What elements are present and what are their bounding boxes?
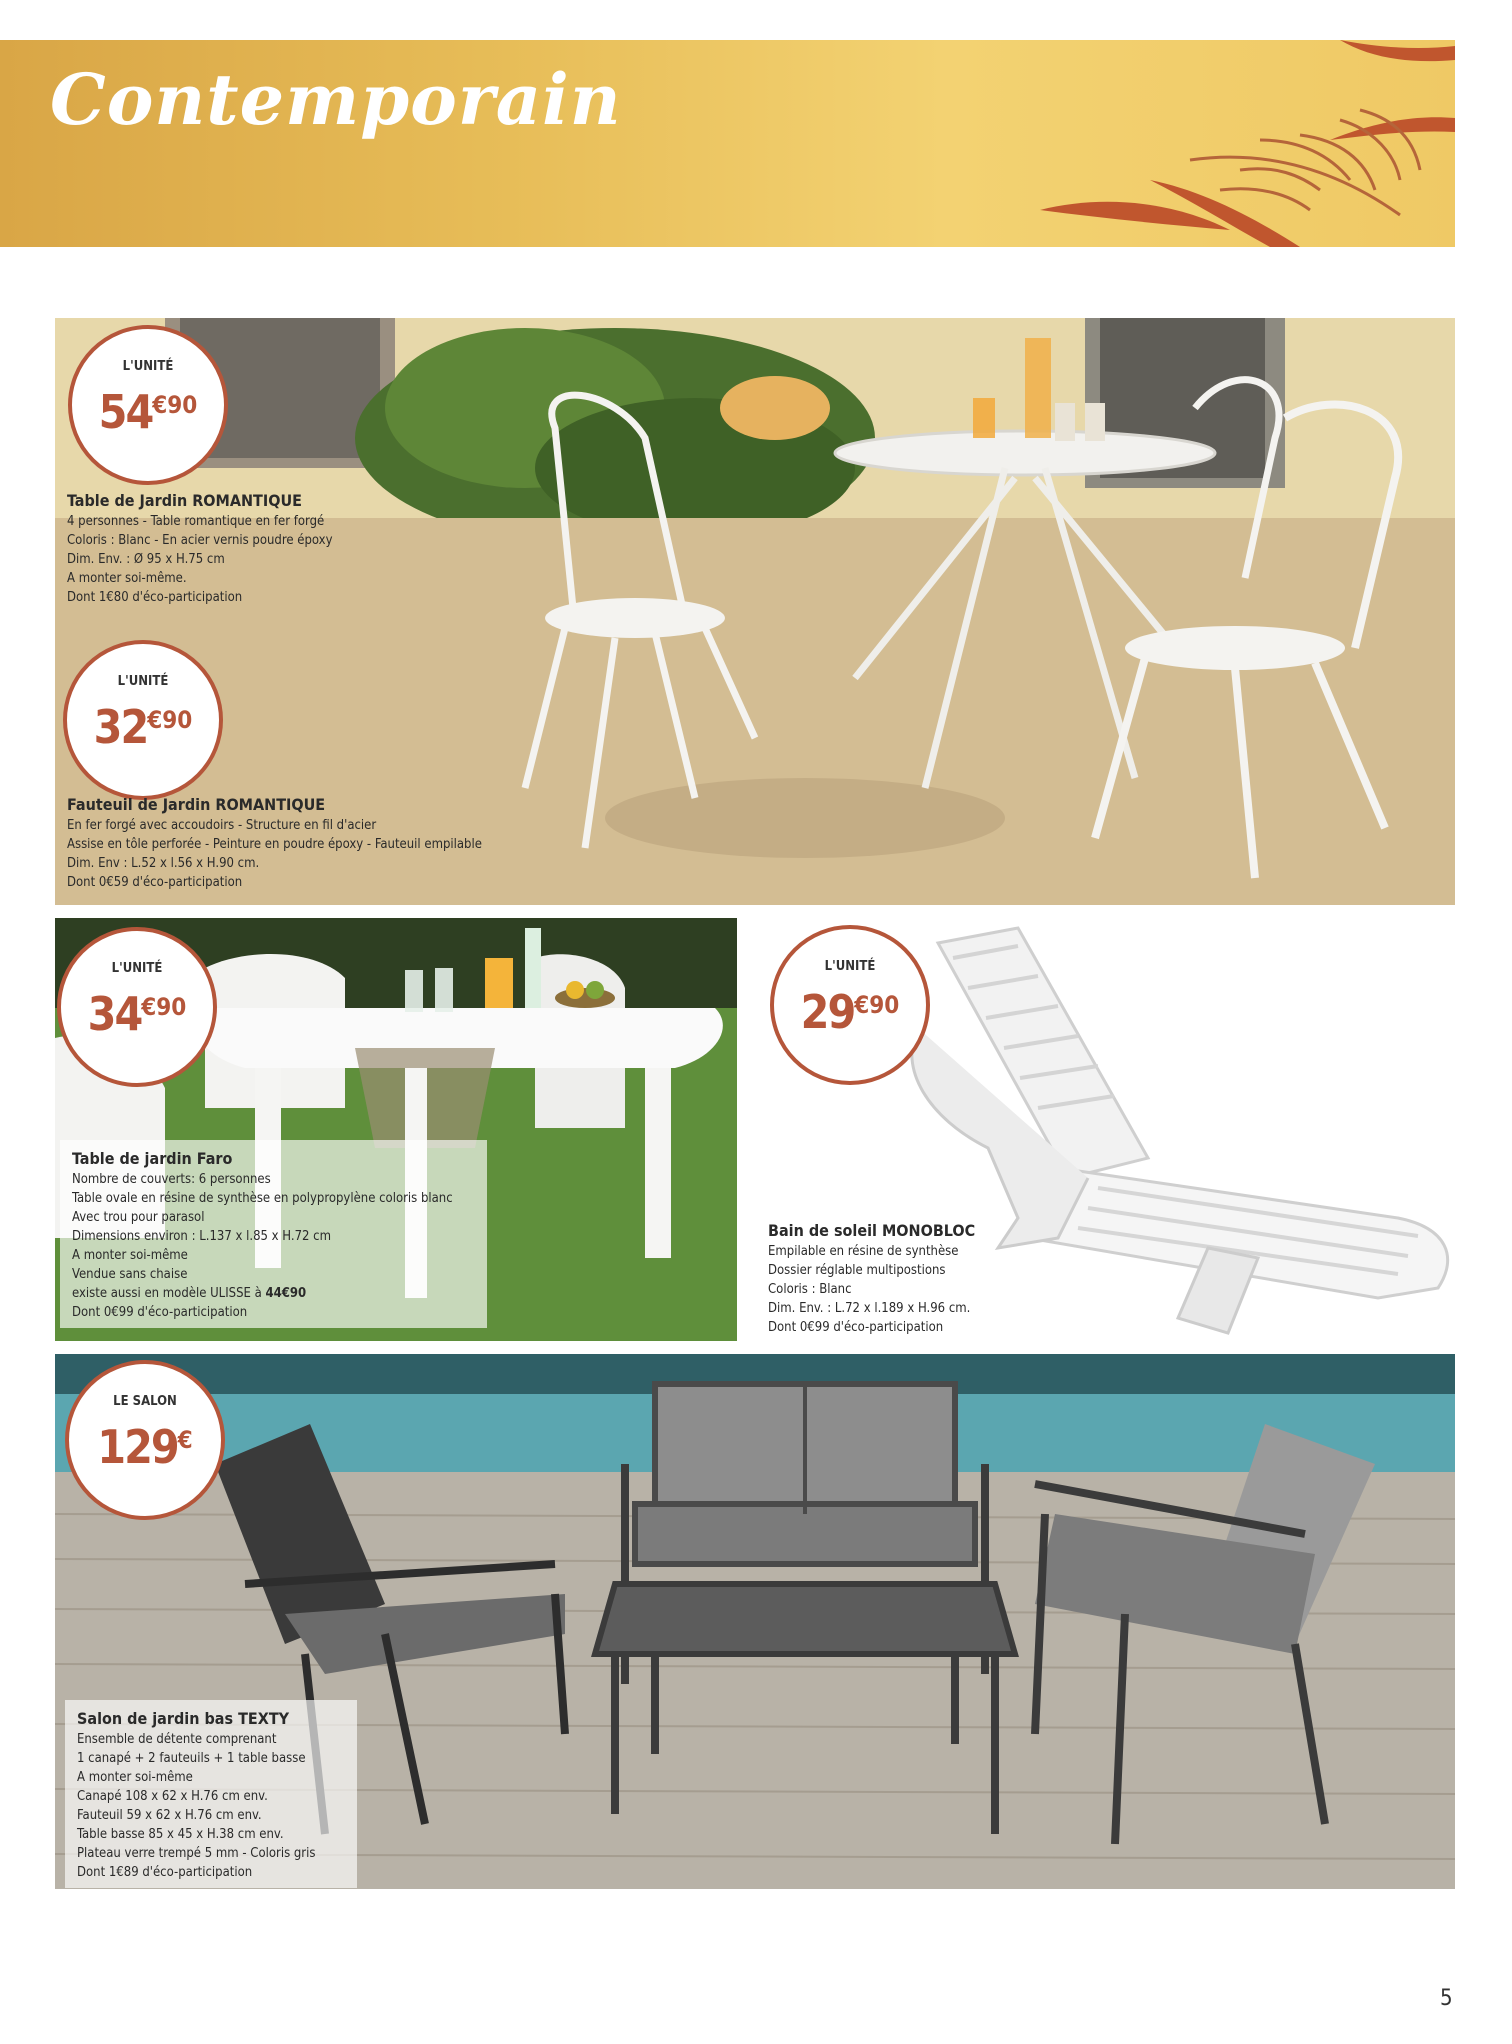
product-line: Dim. Env. : Ø 95 x H.75 cm — [67, 552, 225, 567]
product-line: A monter soi-même — [77, 1770, 193, 1785]
product-line: Coloris : Blanc — [768, 1282, 852, 1297]
product-line: Table basse 85 x 45 x H.38 cm env. — [77, 1827, 284, 1842]
product-description-bain-monobloc — [768, 1220, 975, 1337]
price-badge-table-faro — [57, 927, 217, 1087]
product-line: Nombre de couverts: 6 personnes — [72, 1172, 271, 1187]
product-line: Vendue sans chaise — [72, 1267, 188, 1282]
product-description-table-romantique — [67, 490, 333, 607]
price-value: $54^{€90}$ — [98, 385, 198, 439]
product-title: Table de jardin Faro — [72, 1149, 233, 1168]
product-line: A monter soi-même — [72, 1248, 188, 1263]
price-badge-label: L'UNITÉ — [111, 961, 163, 976]
product-line: Dim. Env : L.52 x l.56 x H.90 cm. — [67, 856, 260, 871]
product-title: Table de Jardin ROMANTIQUE — [67, 491, 302, 510]
price-badge-label: L'UNITÉ — [824, 959, 876, 974]
product-line: Dont 0€59 d'éco-participation — [67, 875, 243, 890]
product-description-fauteuil-romantique — [67, 794, 482, 892]
price-value: 129€ — [97, 1420, 193, 1474]
product-description-salon-texty — [65, 1700, 357, 1888]
product-line: Plateau verre trempé 5 mm - Coloris gris — [77, 1846, 316, 1861]
product-title: Bain de soleil MONOBLOC — [768, 1221, 976, 1240]
product-line: existe aussi en modèle ULISSE à 44€90 — [72, 1286, 307, 1301]
price-value: $29^{€90}$ — [800, 985, 900, 1039]
product-line: Dont 0€99 d'éco-participation — [72, 1305, 248, 1320]
price-value: $32^{€90}$ — [93, 700, 193, 754]
price-badge-label: LE SALON — [113, 1394, 177, 1409]
price-badge-table-romantique — [68, 325, 228, 485]
product-line: Dossier réglable multipostions — [768, 1263, 946, 1278]
product-line: Ensemble de détente comprenant — [77, 1732, 277, 1747]
page-number: 5 — [1440, 1986, 1453, 2011]
price-badge-fauteuil-romantique — [63, 640, 223, 800]
product-line: Avec trou pour parasol — [72, 1210, 205, 1225]
product-line: Coloris : Blanc - En acier vernis poudre époxy — [67, 533, 333, 548]
product-line: Dont 1€89 d'éco-participation — [77, 1865, 253, 1880]
product-title: Fauteuil de Jardin ROMANTIQUE — [67, 795, 326, 814]
product-line: Table ovale en résine de synthèse en polypropylène coloris blanc — [72, 1191, 453, 1206]
price-badge-bain-monobloc — [770, 925, 930, 1085]
price-value: $34^{€90}$ — [87, 987, 187, 1041]
product-line: Fauteuil 59 x 62 x H.76 cm env. — [77, 1808, 262, 1823]
price-badge-label: L'UNITÉ — [122, 359, 174, 374]
product-line: Canapé 108 x 62 x H.76 cm env. — [77, 1789, 268, 1804]
product-line: 4 personnes - Table romantique en fer forgé — [67, 514, 325, 529]
product-line: Dont 1€80 d'éco-participation — [67, 590, 243, 605]
product-description-table-faro — [60, 1140, 487, 1328]
product-line: Dont 0€99 d'éco-participation — [768, 1320, 944, 1335]
product-line: 1 canapé + 2 fauteuils + 1 table basse — [77, 1751, 306, 1766]
product-line: Dimensions environ : L.137 x l.85 x H.72 cm — [72, 1229, 331, 1244]
product-line: En fer forgé avec accoudoirs - Structure en fil d'acier — [67, 818, 377, 833]
product-line: Assise en tôle perforée - Peinture en poudre époxy - Fauteuil empilable — [67, 837, 482, 852]
product-line: A monter soi-même. — [67, 571, 187, 586]
price-badge-label: L'UNITÉ — [117, 674, 169, 689]
product-line: Empilable en résine de synthèse — [768, 1244, 959, 1259]
product-title: Salon de jardin bas TEXTY — [77, 1709, 290, 1728]
product-line: Dim. Env. : L.72 x l.189 x H.96 cm. — [768, 1301, 971, 1316]
price-badge-salon-texty — [65, 1360, 225, 1520]
section-title: Contemporain — [50, 58, 622, 141]
